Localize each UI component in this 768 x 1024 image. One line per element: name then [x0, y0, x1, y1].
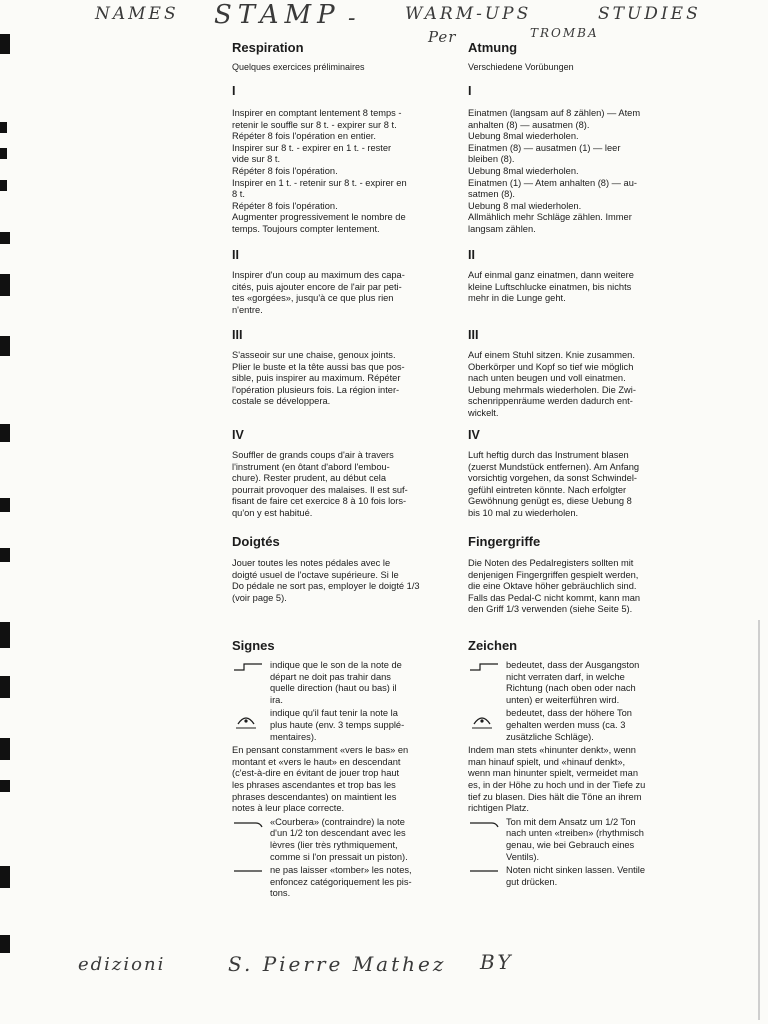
- binding-tab: [0, 336, 10, 356]
- fr-roman-1: I: [232, 84, 236, 98]
- binding-hole: [0, 148, 7, 159]
- slur-sign-icon: [468, 660, 502, 674]
- handwritten-author: STAMP: [214, 0, 341, 30]
- de-exercise-4: Luft heftig durch das Instrument blasen (zuerst Mundstück entfernen). Am Anfang vorsichtig vorgehen, da sonst Schwindel- gefühl eintreten könnte. Nach erfolgter Gewöhnung genügt es, diese Uebung 8 bis 10 mal zu wiederholen.: [468, 450, 640, 518]
- de-signs: bedeutet, dass der Ausgangston nicht verraten darf, in welche Richtung (nach oben oder nach unten) er weiterführen wird. bedeutet, dass der höhere Ton gehalten werden muss (ca. 3 zusätzliche Schläge). Indem man stets «hinunter denkt», wenn man hinauf spielt, und «hinauf denkt», wenn man hinunter spielt, vermeidet man es, in der Höhe zu hoch und in der Tiefe zu tief zu blasen. Dies hält die Töne an ihrem richtigen Platz. Ton mit dem Ansatz um 1/2 Ton nach unten «treiben» (rhythmisch genau, wie bei Gebrauch eines Ventils). Noten nicht sinken lassen. Ventile gut drücken.: [468, 660, 646, 887]
- binding-hole: [0, 180, 7, 191]
- fr-exercise-1: Inspirer en comptant lentement 8 temps - retenir le souffle sur 8 t. - expirer sur 8 t. Répéter 8 fois l'opération en entier. Inspirer sur 8 t. - expirer en 1 t. - rester vide sur 8 t. Répéter 8 fois l'opération. Inspirer en 1 t. - retenir sur 8 t. - expirer en 8 t. Répéter 8 fois l'opération. Augmenter progressivement le nombre de temps. Toujours compter lentement.: [232, 108, 407, 234]
- fr-signs: indique que le son de la note de départ ne doit pas trahir dans quelle direction (haut ou bas) il ira. indique qu'il faut tenir la note la plus haute (env. 3 temps supplé- mentaires). En pensant constamment «vers le bas» en montant et «vers le haut» en descendant (c'est-à-dire en évitant de jouer trop haut les phrases ascendantes et trop bas les phrases descendantes) on maintient les notes à leur place correcte. «Courbera» (contraindre) la note d'un 1/2 ton descendant avec les lèvres (lier très rythmiquement, comme si l'on pressait un piston). ne pas laisser «tomber» les notes, enfoncez catégoriquement les pis- tons.: [232, 660, 412, 899]
- de-exercise-2: Auf einmal ganz einatmen, dann weitere kleine Luftschlucke einatmen, bis nichts mehr in die Lunge geht.: [468, 270, 634, 304]
- binding-tab: [0, 866, 10, 888]
- fr-exercise-3: S'asseoir sur une chaise, genoux joints. Plier le buste et la tête aussi bas que pos- sible, puis inspirer au maximum. Répéter l'opération plusieurs fois. La région inter- costale se développera.: [232, 350, 405, 407]
- binding-tab: [0, 738, 10, 760]
- atmung-subtitle: Verschiedene Vorübungen: [468, 62, 574, 72]
- handwritten-initials: BY: [480, 950, 514, 974]
- de-roman-2: II: [468, 248, 475, 262]
- doigtes-title: Doigtés: [232, 534, 280, 549]
- handwritten-tromba: TROMBA: [530, 26, 599, 40]
- zeichen-title: Zeichen: [468, 638, 518, 653]
- binding-tab: [0, 498, 10, 512]
- slur-sign-icon: [232, 660, 266, 674]
- handwritten-publisher: edizioni: [78, 954, 166, 975]
- handwritten-per: Per: [428, 28, 457, 46]
- de-exercise-1: Einatmen (langsam auf 8 zählen) — Atem anhalten (8) — ausatmen (8). Uebung 8mal wiederholen. Einatmen (8) — ausatmen (1) — leer bleiben (8). Uebung 8mal wiederholen. Einatmen (1) — Atem anhalten (8) — au- satmen (8). Uebung 8 mal wiederholen. Allmählich mehr Schläge zählen. Immer langsam zählen.: [468, 108, 641, 234]
- de-roman-1: I: [468, 84, 472, 98]
- fr-fingerings: Jouer toutes les notes pédales avec le doigté usuel de l'octave supérieure. Si le Do pédale ne sort pas, employer le doigté 1/3 (voir page 5).: [232, 558, 420, 603]
- no-drop-sign-icon: [232, 865, 266, 879]
- handwritten-dash: -: [348, 6, 359, 31]
- no-drop-sign-icon: [468, 865, 502, 879]
- binding-tab: [0, 34, 10, 54]
- binding-hole: [0, 122, 7, 133]
- fr-roman-2: II: [232, 248, 239, 262]
- binding-tab: [0, 274, 10, 296]
- de-fingerings: Die Noten des Pedalregisters sollten mit denjenigen Fingergriffen gespielt werden, die eine Oktave höher gebräuchlich sind. Falls das Pedal-C nicht kommt, kann man den Griff 1/3 verwenden (siehe Seite 5).: [468, 558, 641, 615]
- de-roman-4: IV: [468, 428, 480, 442]
- binding-tab: [0, 232, 10, 244]
- handwritten-title: WARM-UPS: [405, 4, 532, 24]
- fermata-sign-icon: [468, 708, 502, 734]
- respiration-title: Respiration: [232, 40, 304, 55]
- signes-title: Signes: [232, 638, 275, 653]
- page-edge: [758, 620, 760, 1020]
- de-exercise-3: Auf einem Stuhl sitzen. Knie zusammen. Oberkörper und Kopf so tief wie möglich nach unten beugen und voll einatmen. Uebung mehrmals wiederholen. Die Zwi- schenrippenräume werden dadurch ent- wickelt.: [468, 350, 636, 418]
- fr-exercise-2: Inspirer d'un coup au maximum des capa- cités, puis ajouter encore de l'air par peti- tes «gorgées», jusqu'à ce que plus rien n'entre.: [232, 270, 405, 315]
- lip-bend-sign-icon: [232, 817, 266, 831]
- de-roman-3: III: [468, 328, 479, 342]
- fingergriffe-title: Fingergriffe: [468, 534, 541, 549]
- fr-roman-3: III: [232, 328, 243, 342]
- binding-tab: [0, 548, 10, 562]
- fermata-sign-icon: [232, 708, 266, 734]
- binding-tab: [0, 935, 10, 953]
- lip-bend-sign-icon: [468, 817, 502, 831]
- handwritten-name: NAMES: [95, 4, 179, 24]
- binding-tab: [0, 676, 10, 698]
- binding-tab: [0, 424, 10, 442]
- atmung-title: Atmung: [468, 40, 518, 55]
- fr-roman-4: IV: [232, 428, 244, 442]
- handwritten-author-bottom: S. Pierre Mathez: [228, 952, 447, 976]
- binding-tab: [0, 780, 10, 792]
- binding-tab: [0, 622, 10, 648]
- handwritten-studies: STUDIES: [598, 4, 701, 24]
- fr-exercise-4: Souffler de grands coups d'air à travers l'instrument (en ôtant d'abord l'embou- chure). Rester prudent, au début cela pourrait provoquer des malaises. Il est suf- fisant de faire cet exercice 8 à 10 fois lors- qu'on y est habitué.: [232, 450, 408, 518]
- respiration-subtitle: Quelques exercices préliminaires: [232, 62, 365, 72]
